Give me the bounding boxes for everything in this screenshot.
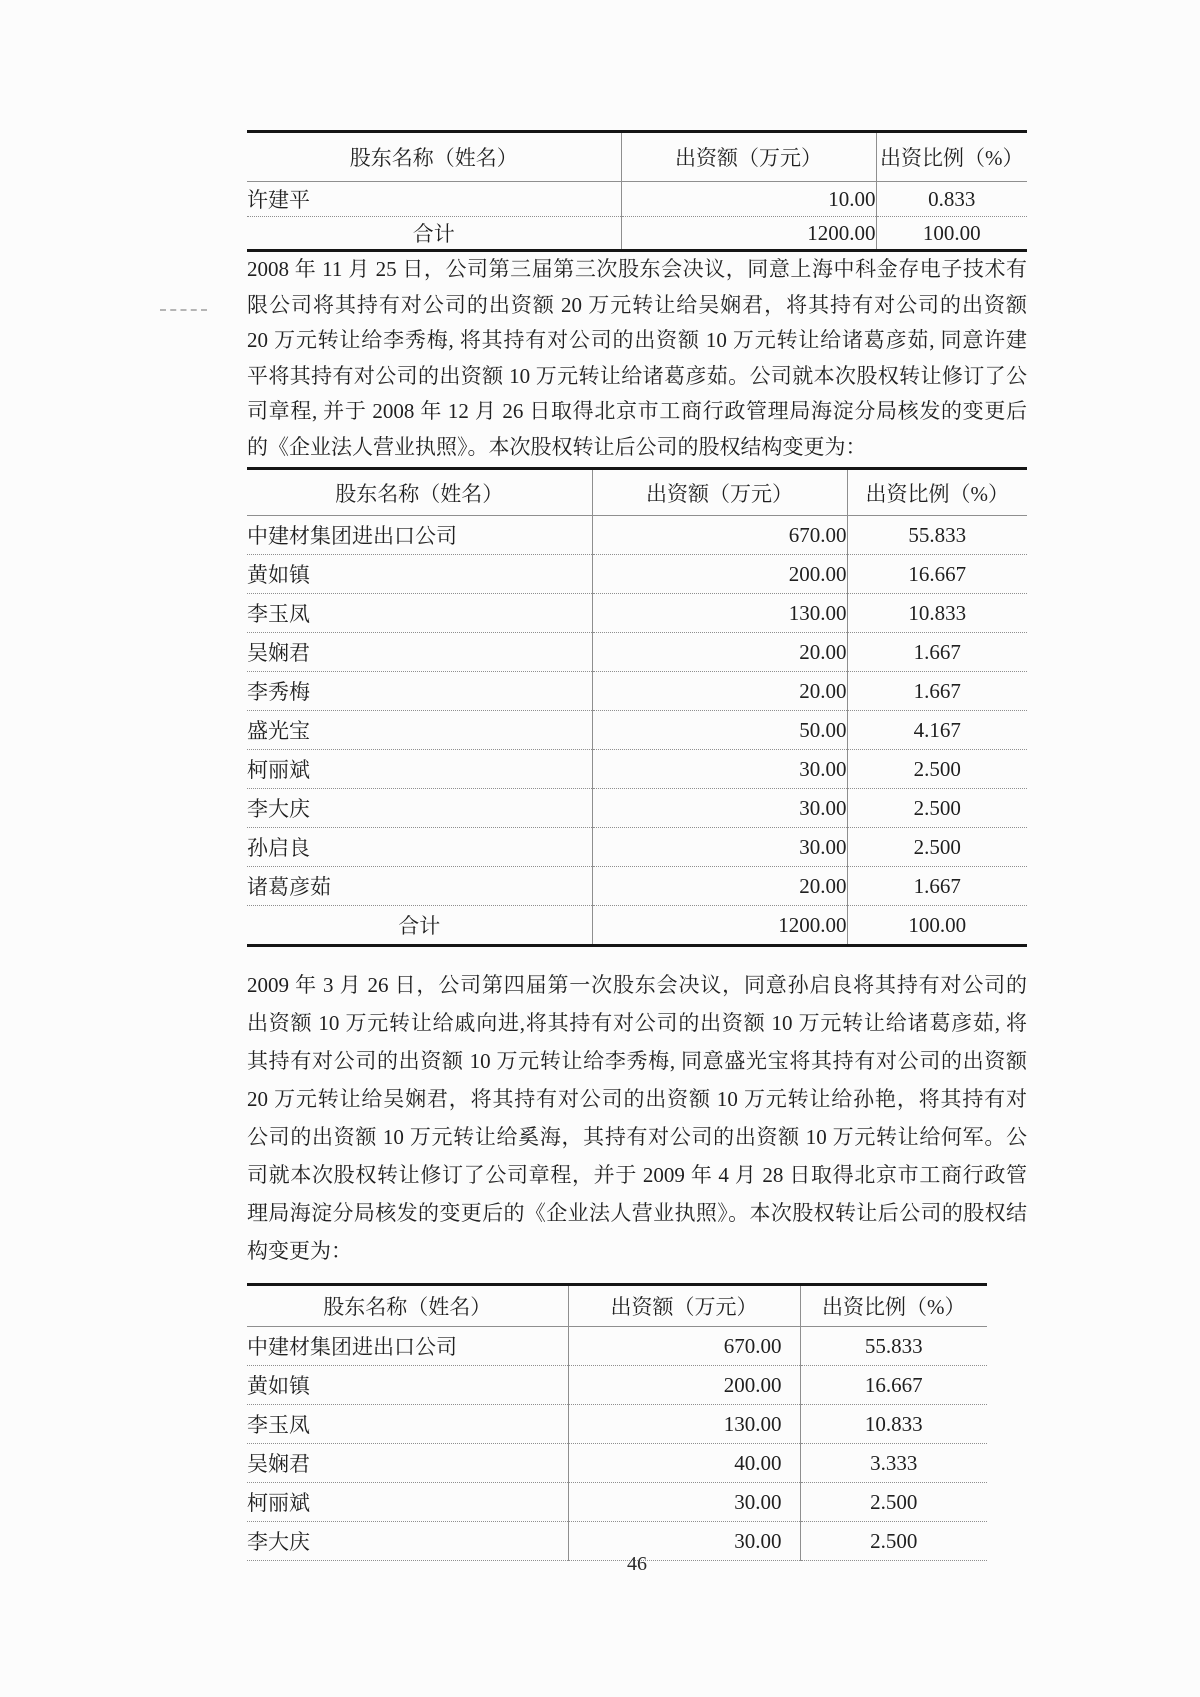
total-label: 合计	[398, 914, 441, 938]
cell-shareholder-name: 盛光宝	[247, 711, 592, 750]
paragraph-equity-transfer-2009	[247, 966, 1027, 1270]
cell-capital-amount: 10.00	[621, 182, 876, 217]
paragraph-line: 司就本次股权转让修订了公司章程，并于 2009 年 4 月 28 日取得北京市工商行政管	[247, 1163, 1027, 1187]
paragraph-line: 理局海淀分局核发的变更后的《企业法人营业执照》。本次股权转让后公司的股权结	[247, 1201, 1027, 1225]
total-label: 合计	[412, 222, 455, 246]
column-header-capital-ratio: 出资比例（%）	[800, 1285, 987, 1327]
cell-capital-ratio: 4.167	[847, 711, 1027, 750]
cell-shareholder-name: 孙启良	[247, 828, 592, 867]
cell-capital-amount: 30.00	[568, 1483, 800, 1522]
cell-shareholder-name: 黄如镇	[247, 1366, 568, 1405]
cell-shareholder-name: 李大庆	[247, 1522, 568, 1561]
cell-capital-ratio: 0.833	[876, 182, 1027, 217]
cell-shareholder-name: 李玉凤	[247, 1405, 568, 1444]
total-row	[247, 217, 1027, 251]
equity-structure-table-3	[247, 1283, 987, 1561]
cell-capital-amount: 40.00	[568, 1444, 800, 1483]
cell-capital-ratio: 2.500	[847, 750, 1027, 789]
total-capital-amount: 1200.00	[592, 906, 847, 946]
column-header-capital-ratio: 出资比例（%）	[847, 469, 1027, 516]
shareholder-row	[247, 750, 1027, 789]
shareholder-row	[247, 828, 1027, 867]
cell-capital-amount: 130.00	[568, 1405, 800, 1444]
cell-capital-ratio: 1.667	[847, 867, 1027, 906]
table-header-row	[247, 132, 1027, 182]
paragraph-line: 平将其持有对公司的出资额 10 万元转让给诸葛彦茹。公司就本次股权转让修订了公	[247, 363, 1027, 388]
cell-capital-ratio: 10.833	[847, 594, 1027, 633]
cell-capital-ratio: 3.333	[800, 1444, 987, 1483]
table-header-row	[247, 469, 1027, 516]
cell-capital-ratio: 2.500	[800, 1483, 987, 1522]
paragraph-line: 构变更为：	[247, 1239, 352, 1263]
cell-capital-ratio: 2.500	[847, 789, 1027, 828]
cell-capital-ratio: 16.667	[847, 555, 1027, 594]
cell-capital-amount: 670.00	[568, 1327, 800, 1366]
cell-capital-amount: 20.00	[592, 633, 847, 672]
shareholder-row	[247, 1483, 987, 1522]
cell-shareholder-name: 柯丽斌	[247, 1483, 568, 1522]
shareholder-row	[247, 182, 1027, 217]
equity-structure-table-1	[247, 130, 1027, 252]
shareholder-row	[247, 1327, 987, 1366]
column-header-capital-amount: 出资额（万元）	[568, 1285, 800, 1327]
cell-capital-ratio: 10.833	[800, 1405, 987, 1444]
cell-capital-amount: 30.00	[568, 1522, 800, 1561]
shareholder-row	[247, 594, 1027, 633]
cell-shareholder-name: 吴娴君	[247, 1444, 568, 1483]
cell-capital-ratio: 1.667	[847, 633, 1027, 672]
total-capital-amount: 1200.00	[621, 217, 876, 251]
page-number: 46	[627, 1553, 647, 1575]
total-capital-ratio: 100.00	[876, 217, 1027, 251]
column-header-shareholder-name: 股东名称（姓名）	[247, 132, 621, 182]
column-header-shareholder-name: 股东名称（姓名）	[247, 1285, 568, 1327]
shareholder-row	[247, 711, 1027, 750]
shareholder-row	[247, 1366, 987, 1405]
shareholder-row	[247, 1444, 987, 1483]
cell-shareholder-name: 吴娴君	[247, 633, 592, 672]
cell-shareholder-name: 李秀梅	[247, 672, 592, 711]
paragraph-line: 出资额 10 万元转让给戚向进,将其持有对公司的出资额 10 万元转让给诸葛彦茹, 将	[247, 1011, 1027, 1035]
cell-capital-ratio: 16.667	[800, 1366, 987, 1405]
column-header-capital-amount: 出资额（万元）	[621, 132, 876, 182]
total-capital-ratio: 100.00	[847, 906, 1027, 946]
cell-capital-amount: 30.00	[592, 750, 847, 789]
cell-capital-amount: 50.00	[592, 711, 847, 750]
cell-capital-amount: 130.00	[592, 594, 847, 633]
column-header-capital-ratio: 出资比例（%）	[876, 132, 1027, 182]
equity-structure-table-2	[247, 467, 1027, 947]
shareholder-row	[247, 555, 1027, 594]
cell-capital-ratio: 2.500	[800, 1522, 987, 1561]
shareholder-row	[247, 516, 1027, 555]
paragraph-line: 公司的出资额 10 万元转让给奚海，其持有对公司的出资额 10 万元转让给何军。公	[247, 1125, 1027, 1149]
cell-shareholder-name: 李玉凤	[247, 594, 592, 633]
column-header-shareholder-name: 股东名称（姓名）	[247, 469, 592, 516]
paragraph-line: 其持有对公司的出资额 10 万元转让给李秀梅, 同意盛光宝将其持有对公司的出资额	[247, 1049, 1027, 1073]
total-row	[247, 906, 1027, 946]
paragraph-line: 20 万元转让给李秀梅, 将其持有对公司的出资额 10 万元转让给诸葛彦茹, 同意许建	[247, 328, 1027, 352]
paragraph-line: 20 万元转让给吴娴君，将其持有对公司的出资额 10 万元转让给孙艳，将其持有对	[247, 1087, 1027, 1111]
cell-shareholder-name: 诸葛彦茹	[247, 867, 592, 906]
cell-capital-amount: 200.00	[568, 1366, 800, 1405]
shareholder-row	[247, 633, 1027, 672]
cell-capital-amount: 30.00	[592, 828, 847, 867]
paragraph-line: 司章程, 并于 2008 年 12 月 26 日取得北京市工商行政管理局海淀分局核发的变更后	[247, 399, 1027, 423]
paragraph-line: 2009 年 3 月 26 日，公司第四届第一次股东会决议，同意孙启良将其持有对公司的	[247, 973, 1027, 997]
shareholder-row	[247, 672, 1027, 711]
shareholder-row	[247, 867, 1027, 906]
shareholder-row	[247, 1405, 987, 1444]
cell-capital-ratio: 55.833	[847, 516, 1027, 555]
cell-capital-amount: 200.00	[592, 555, 847, 594]
cell-shareholder-name: 中建材集团进出口公司	[247, 516, 592, 555]
table-header-row	[247, 1285, 987, 1327]
paragraph-line: 限公司将其持有对公司的出资额 20 万元转让给吴娴君，将其持有对公司的出资额	[247, 292, 1027, 317]
cell-shareholder-name: 中建材集团进出口公司	[247, 1327, 568, 1366]
cell-capital-amount: 30.00	[592, 789, 847, 828]
paragraph-equity-transfer-2008	[247, 252, 1027, 465]
cell-capital-ratio: 2.500	[847, 828, 1027, 867]
cell-capital-amount: 670.00	[592, 516, 847, 555]
paragraph-line: 的《企业法人营业执照》。本次股权转让后公司的股权结构变更为：	[247, 434, 867, 459]
cell-shareholder-name: 黄如镇	[247, 555, 592, 594]
cell-capital-amount: 20.00	[592, 867, 847, 906]
column-header-capital-amount: 出资额（万元）	[592, 469, 847, 516]
margin-dash-mark	[160, 309, 207, 311]
cell-capital-amount: 20.00	[592, 672, 847, 711]
cell-capital-ratio: 1.667	[847, 672, 1027, 711]
cell-shareholder-name: 许建平	[247, 182, 621, 217]
cell-shareholder-name: 柯丽斌	[247, 750, 592, 789]
shareholder-row	[247, 789, 1027, 828]
cell-capital-ratio: 55.833	[800, 1327, 987, 1366]
paragraph-line: 2008 年 11 月 25 日，公司第三届第三次股东会决议，同意上海中科金存电子技术有	[247, 257, 1027, 281]
cell-shareholder-name: 李大庆	[247, 789, 592, 828]
